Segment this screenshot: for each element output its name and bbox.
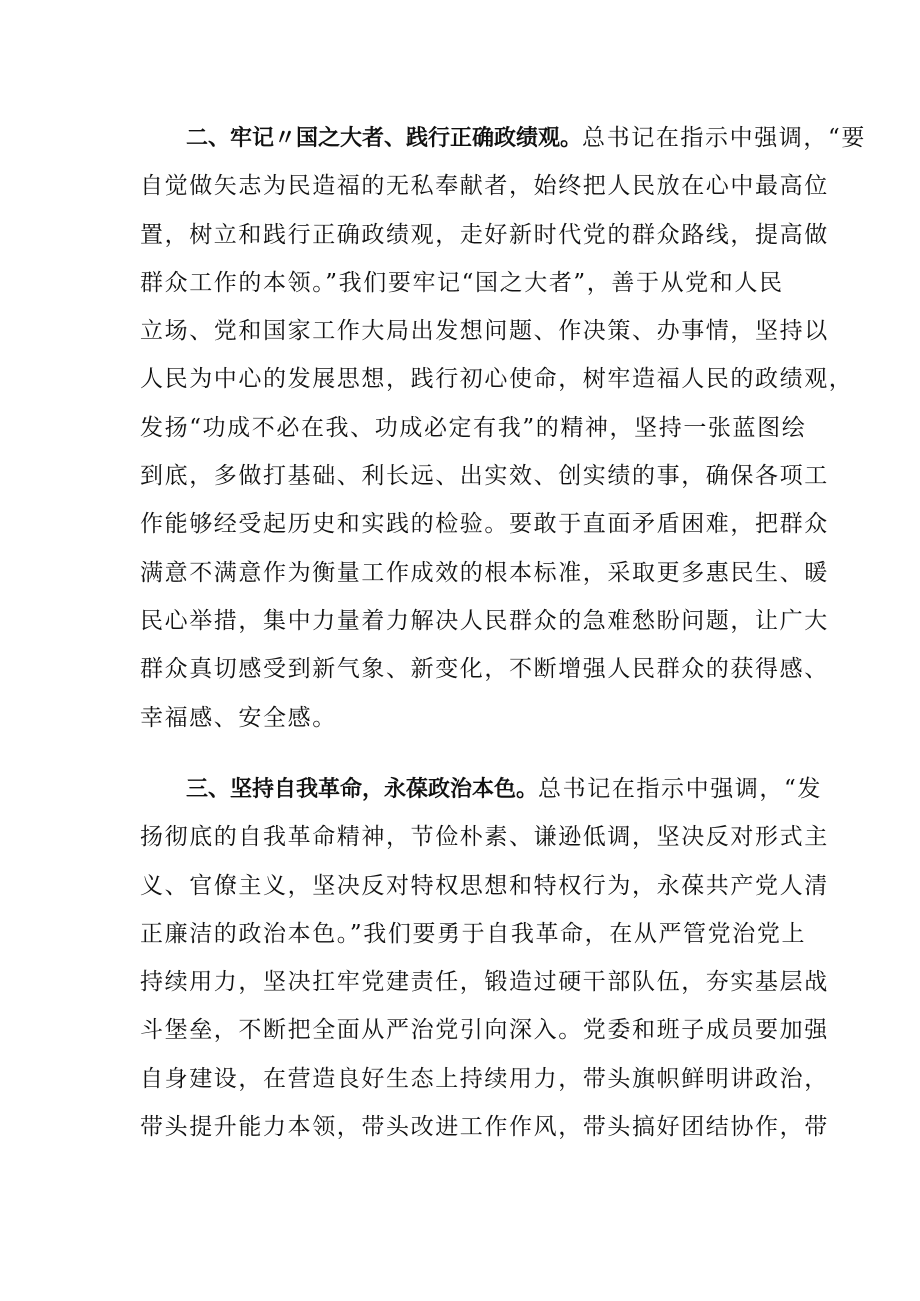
paragraph-line: 幸福感、安全感。 [140, 704, 337, 731]
paragraph-line: 群众工作的本领。”我们要牢记“国之大者”，善于从党和人民 [140, 269, 784, 296]
paragraph-line: 人民为中心的发展思想，践行初心使命，树牢造福人民的政绩观， [140, 366, 854, 393]
paragraph-text: 总书记在指示中强调，“要 [582, 125, 866, 151]
paragraph-line: 扬彻底的自我革命精神，节俭朴素、谦逊低调，坚决反对形式主 [140, 824, 829, 851]
paragraph-line: 群众真切感受到新气象、新变化，不断增强人民群众的获得感、 [140, 656, 829, 683]
paragraph-line: 带头提升能力本领，带头改进工作作风，带头搞好团结协作，带 [140, 1114, 829, 1141]
paragraph-line: 自身建设，在营造良好生态上持续用力，带头旗帜鲜明讲政治， [140, 1065, 829, 1092]
paragraph-text: 总书记在指示中强调，“发 [538, 776, 822, 802]
paragraph-line: 作能够经受起历史和实践的检验。要敢于直面矛盾困难，把群众 [140, 511, 829, 538]
paragraph-line: 斗堡垒，不断把全面从严治党引向深入。党委和班子成员要加强 [140, 1017, 829, 1044]
paragraph-first-line [140, 765, 822, 813]
paragraph-line: 到底，多做打基础、利长远、出实效、创实绩的事，确保各项工 [140, 463, 829, 490]
section-two-paragraph [140, 114, 866, 742]
paragraph-line: 满意不满意作为衡量工作成效的根本标准，采取更多惠民生、暖 [140, 559, 829, 586]
paragraph-line: 置，树立和践行正确政绩观，走好新时代党的群众路线，提高做 [140, 221, 829, 248]
paragraph-line: 正廉洁的政治本色。”我们要勇于自我革命，在从严管党治党上 [140, 920, 807, 947]
paragraph-line: 立场、党和国家工作大局出发想问题、作决策、办事情，坚持以 [140, 318, 829, 345]
paragraph-line: 持续用力，坚决扛牢党建责任，锻造过硬干部队伍，夯实基层战 [140, 969, 829, 996]
section-heading: 二、牢记〃国之大者、践行正确政绩观。 [186, 126, 583, 151]
section-heading: 三、坚持自我革命，永葆政治本色。 [186, 777, 539, 802]
paragraph-line: 义、官僚主义，坚决反对特权思想和特权行为，永葆共产党人清 [140, 872, 829, 899]
paragraph-line: 发扬“功成不必在我、功成必定有我”的精神，坚持一张蓝图绘 [140, 414, 807, 441]
paragraph-line: 自觉做矢志为民造福的无私奉献者，始终把人民放在心中最高位 [140, 173, 829, 200]
paragraph-line: 民心举措，集中力量着力解决人民群众的急难愁盼问题，让广大 [140, 607, 829, 634]
paragraph-first-line [140, 114, 866, 162]
section-three-paragraph [140, 765, 829, 1151]
